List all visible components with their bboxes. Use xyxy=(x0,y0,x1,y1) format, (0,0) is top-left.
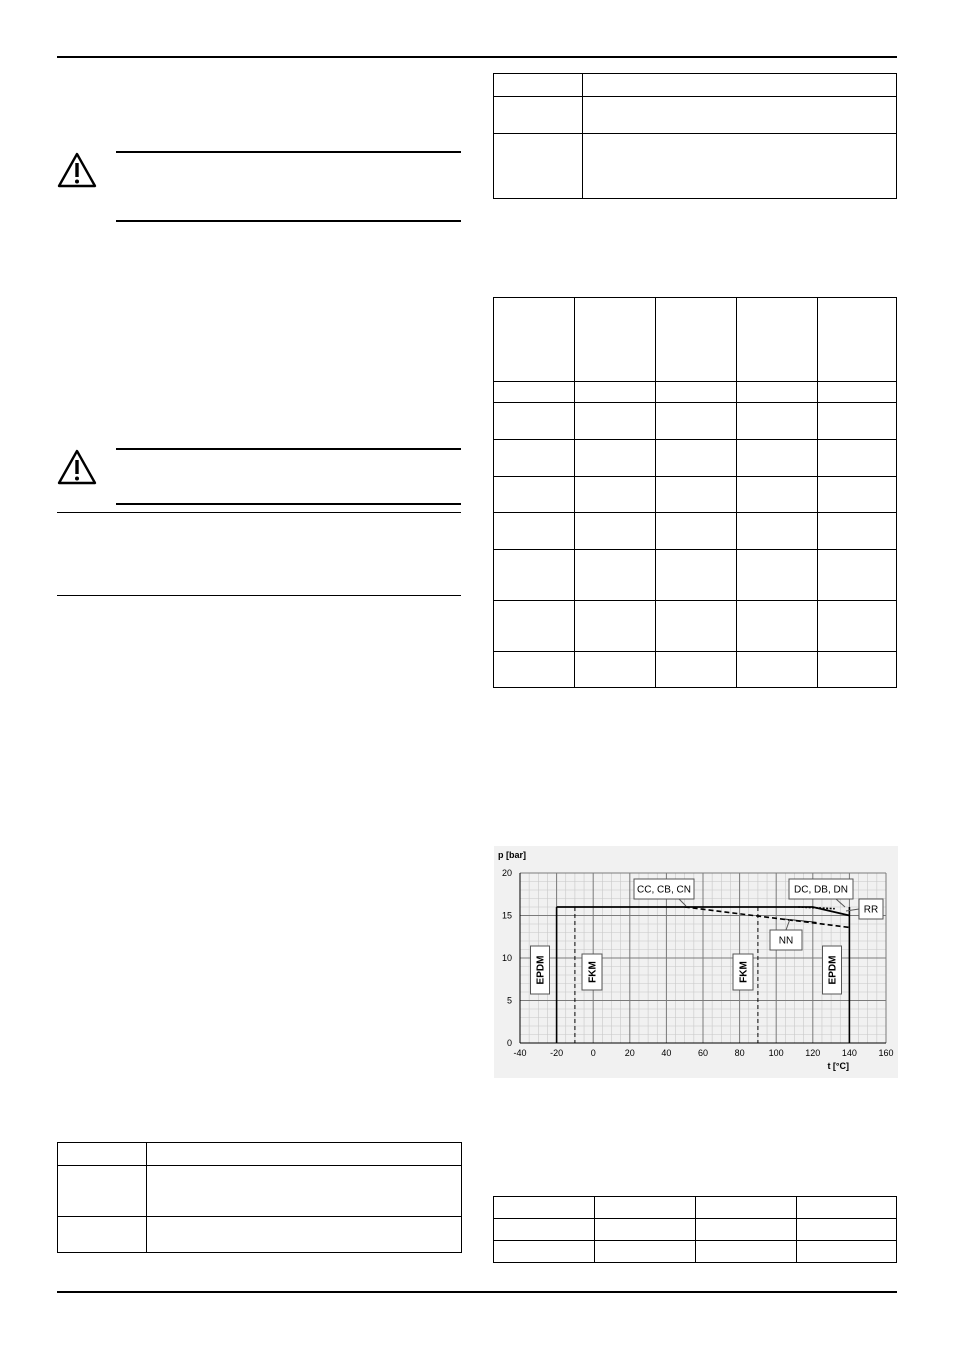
x-tick-label: 60 xyxy=(697,1048,709,1058)
annotation-label: DC, DB, DN xyxy=(794,884,848,896)
x-tick-label: 20 xyxy=(624,1048,635,1058)
x-tick-label: 0 xyxy=(590,1048,596,1058)
note-bottom-rule xyxy=(57,595,461,596)
annotation-label: FKM xyxy=(587,961,599,983)
y-tick-label: 20 xyxy=(501,868,512,878)
note-top-rule xyxy=(57,512,461,513)
x-tick-label: 120 xyxy=(805,1048,821,1058)
material-box-epdm xyxy=(823,946,842,994)
y-tick-label: 0 xyxy=(506,1038,512,1048)
material-box-epdm xyxy=(531,946,550,994)
annotation-label: NN xyxy=(778,935,794,947)
table-bottom-right xyxy=(493,1196,897,1263)
x-tick-label: 80 xyxy=(734,1048,745,1058)
x-tick-label: -20 xyxy=(550,1048,564,1058)
table-bottom-left xyxy=(57,1142,462,1253)
x-tick-label: 140 xyxy=(841,1048,857,1058)
x-tick-label: 40 xyxy=(661,1048,672,1058)
warning-bottom-rule xyxy=(116,220,461,222)
annotation-label: RR xyxy=(863,904,879,916)
annotation-label: CC, CB, CN xyxy=(637,884,691,896)
callout-dc-db-dn xyxy=(789,879,853,899)
warning-icon xyxy=(57,152,97,188)
table-middle-right xyxy=(493,297,897,688)
warning-top-rule xyxy=(116,151,461,153)
y-tick-label: 15 xyxy=(501,910,512,921)
footer-rule xyxy=(57,1291,897,1293)
callout-rr xyxy=(859,899,883,919)
x-tick-label: -40 xyxy=(513,1048,527,1058)
warning-icon xyxy=(57,449,97,485)
pressure-temperature-chart xyxy=(494,846,898,1078)
warning-top-rule xyxy=(116,448,461,450)
warning-bottom-rule xyxy=(116,503,461,505)
chart-svg xyxy=(494,846,898,1078)
y-axis-label: p [bar] xyxy=(498,850,526,860)
annotation-label: EPDM xyxy=(827,955,839,985)
annotation-label: EPDM xyxy=(535,955,547,985)
x-tick-label: 100 xyxy=(768,1048,784,1058)
y-tick-label: 5 xyxy=(506,995,512,1006)
material-box-fkm xyxy=(582,954,602,990)
header-rule xyxy=(57,56,897,58)
x-tick-label: 160 xyxy=(878,1048,894,1058)
annotation-label: FKM xyxy=(738,961,750,983)
material-box-fkm xyxy=(733,954,753,990)
callout-cc-cb-cn xyxy=(634,879,694,899)
x-axis-label: t [°C] xyxy=(827,1061,850,1071)
table-top-right xyxy=(493,73,897,199)
y-tick-label: 10 xyxy=(501,953,512,963)
callout-nn xyxy=(770,930,802,950)
